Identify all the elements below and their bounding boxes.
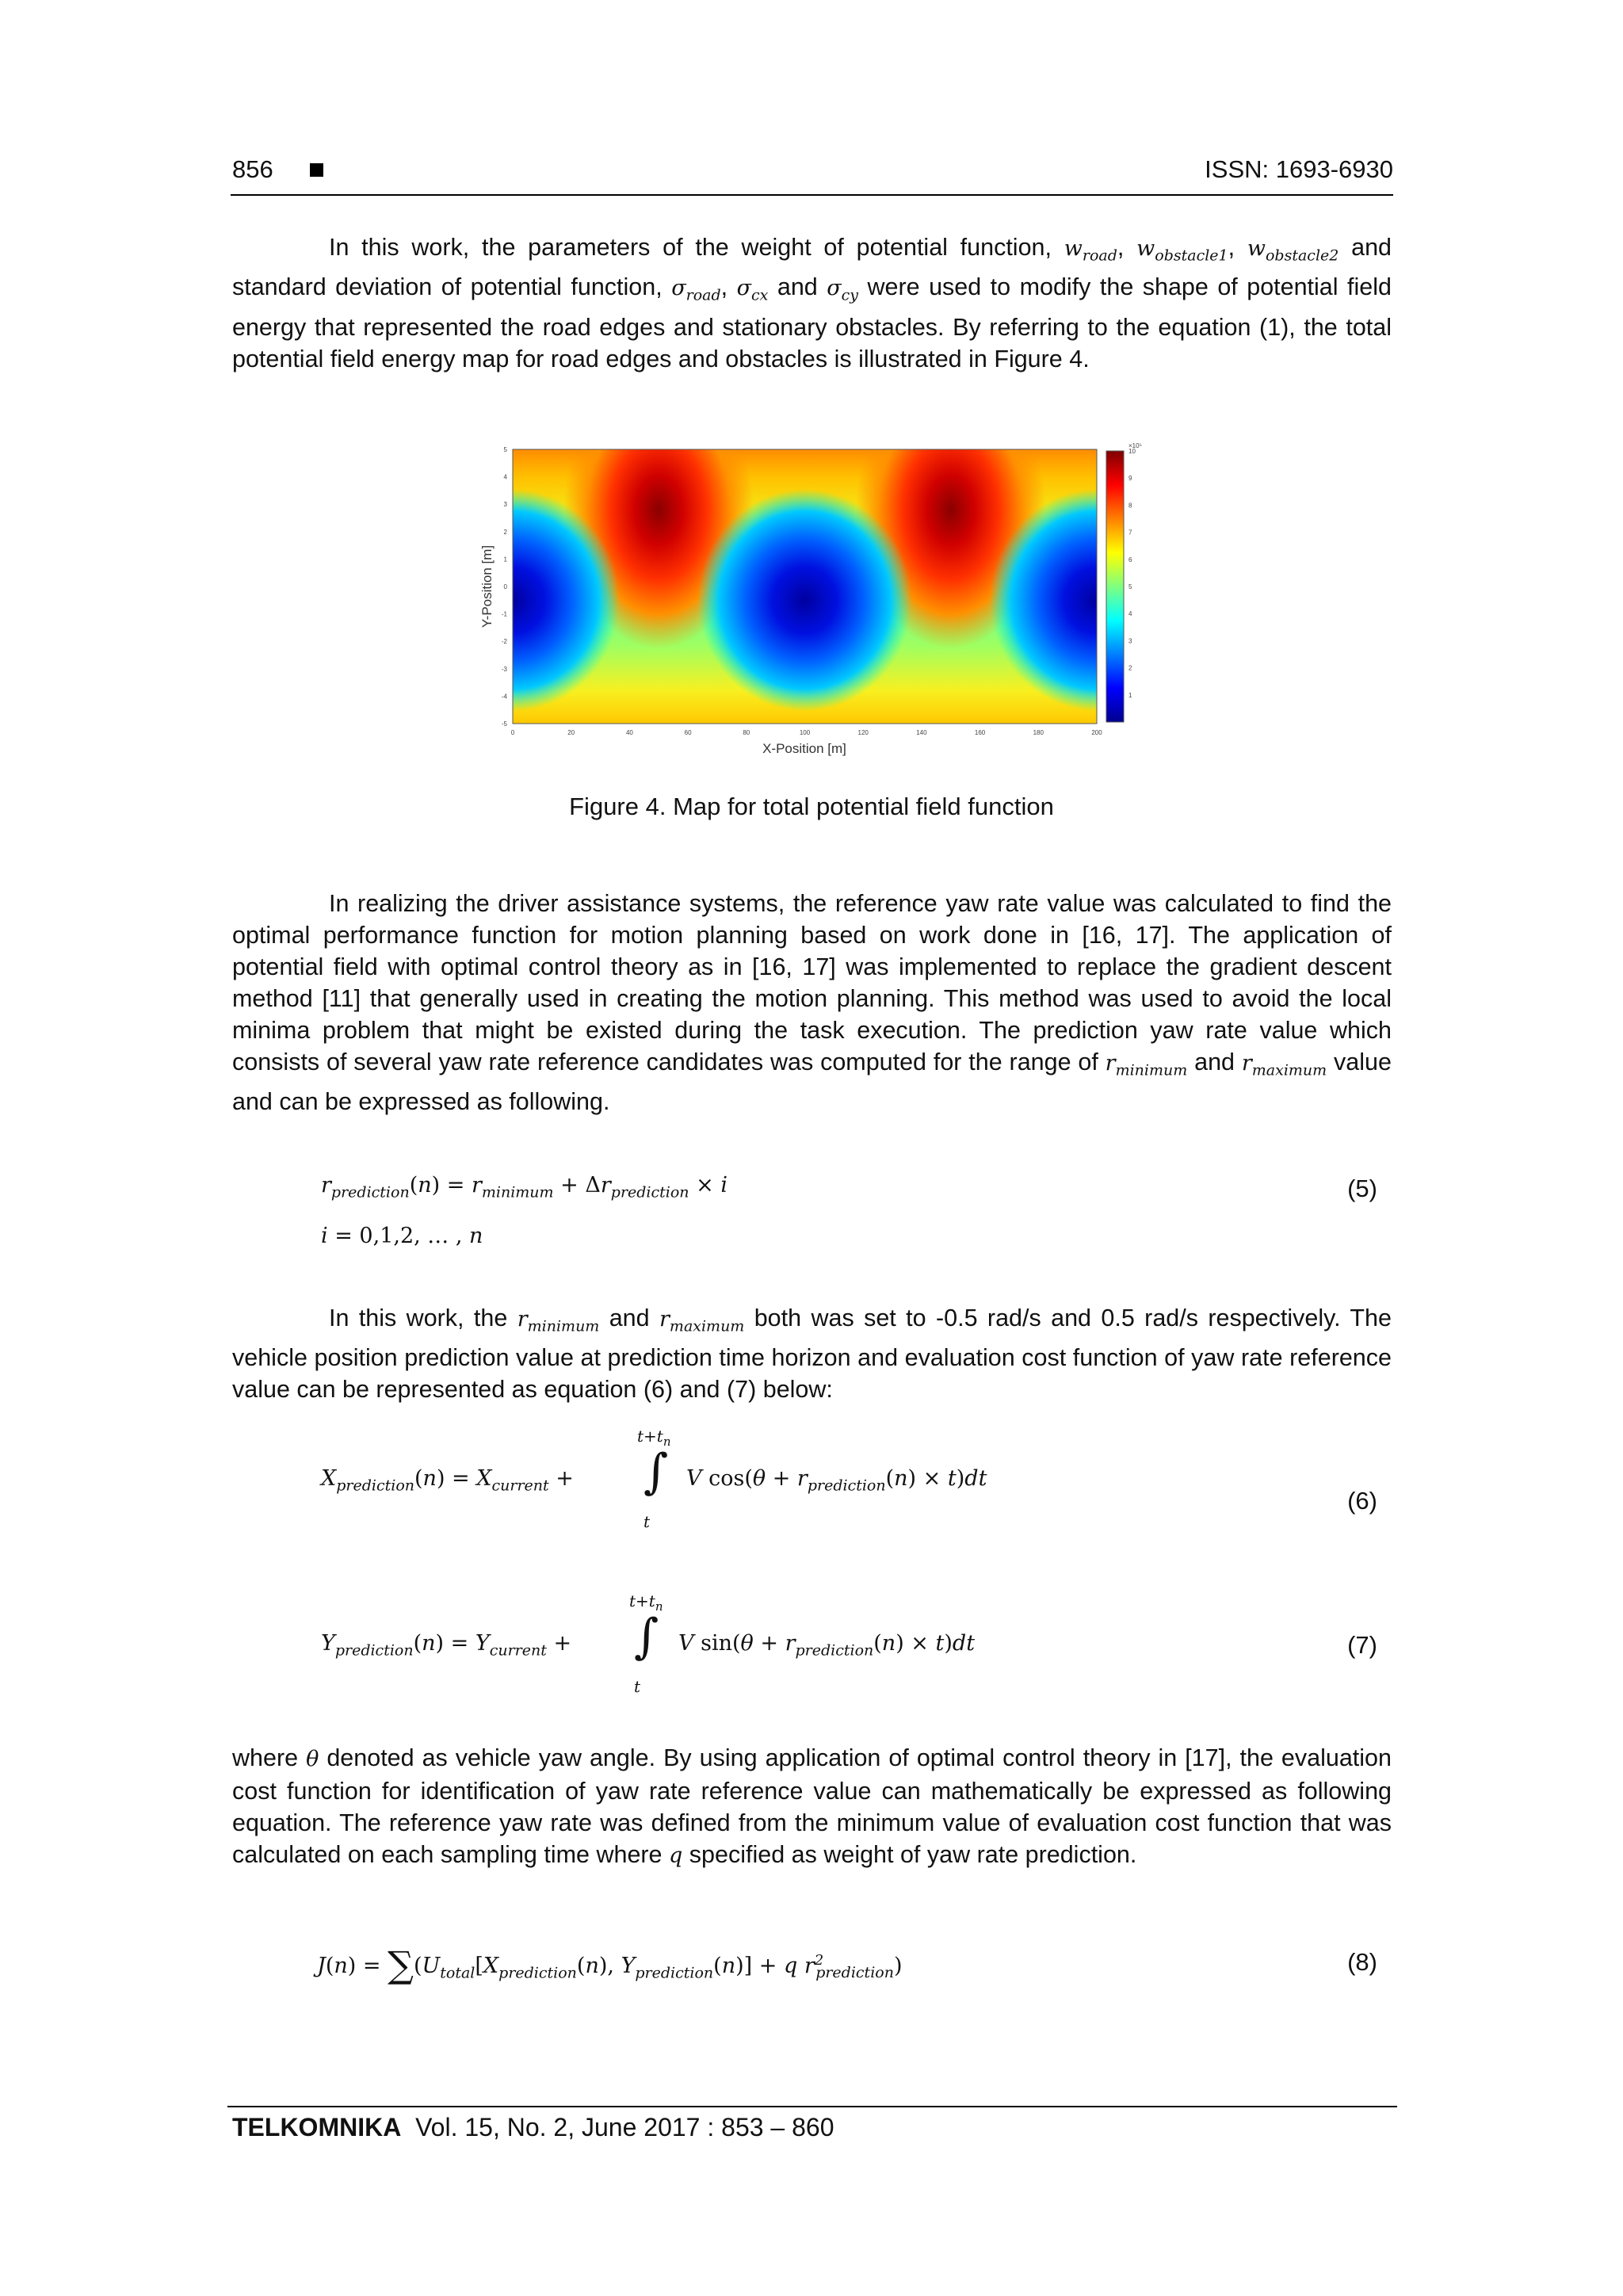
math-r-minimum-2: $r_{minimum}$ [517,1307,600,1335]
colorbar-ticks [1128,448,1136,699]
x-tick-label: 20 [567,729,575,736]
eq6-upper-limit: $t+t_n$ [637,1427,671,1449]
colorbar-tick-label: 9 [1128,475,1132,483]
equation-7-number: (7) [1347,1631,1377,1659]
x-tick-label: 160 [974,729,986,736]
eq7-rhs: V $\sin(\theta + r_{prediction}(n) \times t)dt$ [678,1631,976,1660]
y-tick-label: 2 [503,528,507,536]
para3-text-1: In this work, the [329,1305,508,1331]
equation-8: $J(n) = \sum(U_{total}[X_{prediction}(n)$, $Y_{prediction}(n)] + q$ $r^2_{prediction}$) [317,1943,903,1986]
colorbar [1106,451,1124,722]
header-rule [231,194,1393,196]
y-tick-label: 5 [503,446,507,453]
eq7-lower-limit: t [634,1677,641,1696]
heatmap-valley-3 [698,489,912,711]
colorbar-tick-label: 7 [1128,529,1132,537]
y-tick-label: -4 [501,693,507,701]
square-bullet-icon [310,163,323,177]
para4-text-3: specified as weight of yaw rate prediction. [689,1841,1137,1868]
x-tick-label: 140 [916,729,927,736]
para2-text-3: value and can be expressed as following. [232,1049,1392,1116]
colorbar-tick-label: 1 [1128,691,1132,699]
equation-5-number: (5) [1347,1175,1377,1202]
para4-text-2: denoted as vehicle yaw angle. By using application of optimal control theory in [17], the evaluation cost function for identification of yaw rate reference value can mathematically be expressed as following equation. The reference yaw rate was defined from the minimum value of evaluation cost function that was calculated on each sampling time where [232,1744,1392,1868]
eq6-lower-limit: t [643,1512,651,1531]
para2-text-1: In realizing the driver assistance systems, the reference yaw rate value was calculated to find the optimal performance function for motion planning based on work done in [16, 17]. The application of potential field with optimal control theory as in [16, 17] was implemented to replace the gradient descent method [11] that generally used in creating the motion planning. This method was used to avoid the local minima problem that might be existed during the task execution. The prediction yaw rate value which consists of several yaw rate reference candidates was computed for the range of [232,890,1392,1075]
equation-5-line-1: $r_{prediction}(n) = r_{minimum} + \Delta r_{prediction} \times i$ [321,1173,727,1201]
x-tick-label: 60 [684,729,692,736]
y-tick-label: 3 [503,501,507,509]
math-sigma-cx: $\sigma_{cx}$ [736,276,769,304]
math-sigma-cy: $\sigma_{cy}$ [827,276,859,304]
y-tick-label: 0 [503,583,507,590]
issn-label: ISSN: 1693-6930 [1205,155,1393,183]
colorbar-tick-label: 10 [1128,448,1136,455]
x-tick-label: 120 [857,729,869,736]
x-tick-label: 200 [1091,729,1102,736]
eq6-rhs: V $\cos(\theta + r_{prediction}(n) \times t)dt$ [686,1466,987,1495]
paragraph-1: In this work, the parameters of the weight of potential function, $w_{road}$, $w_{obstacle1}$, $w_{obstacle2}$ and standard deviation of potential function, $\sigma_{road}$, $\sigma_{cx}$ and $\sigma_{cy}$ were used to modify the shape of potential field energy that represented the road edges and stationary obstacles. By referring to the equation (1), the total potential field energy map for road edges and obstacles is illustrated in Figure 4. [232,234,1392,372]
eq7-integral-icon: ∫ [634,1609,659,1664]
y-tick-label: 1 [503,556,507,563]
equation-5-line-2: i = 0,1,2, … , n [321,1224,483,1248]
math-r-minimum: $r_{minimum}$ [1105,1051,1188,1079]
figure-caption: Figure 4. Map for total potential field function [569,793,1054,820]
para1-text-1: In this work, the parameters of the weight of potential function, [329,234,1052,261]
colorbar-tick-label: 2 [1128,664,1132,672]
colorbar-tick-label: 6 [1128,556,1132,563]
x-tick-label: 100 [799,729,811,736]
colorbar-tick-label: 8 [1128,502,1132,510]
colorbar-exponent: ×10⁵ [1128,442,1142,449]
heatmap-chart [475,440,1157,765]
paragraph-2 [232,888,1392,1117]
page-header [232,155,1393,189]
x-tick-label: 0 [510,729,515,736]
math-theta: θ [306,1747,319,1771]
y-tick-label: -5 [501,720,507,728]
y-tick-label: -3 [501,665,507,673]
y-tick-label: -1 [501,610,507,618]
para3-text-3: both was set to -0.5 rad/s and 0.5 rad/s respectively. The vehicle position prediction value at prediction time horizon and evaluation cost function of yaw rate reference value can be represented as equation (6) and (7) below: [232,1305,1392,1404]
y-tick-label: -2 [501,638,507,646]
y-tick-label: 4 [503,473,507,481]
colorbar-tick-label: 3 [1128,637,1132,645]
heatmap-field [475,440,1157,724]
y-axis-label: Y-Position [m] [479,544,495,628]
footer-rule [227,2106,1397,2107]
x-axis-label: X-Position [m] [762,741,846,756]
math-w-road: $w_{road}$ [1064,236,1117,265]
journal-name: TELKOMNIKA [232,2113,402,2141]
page-number: 856 [232,155,273,183]
paragraph-3 [232,1302,1392,1405]
x-axis-ticks [511,729,1102,736]
volume-info: Vol. 15, No. 2, June 2017 : 853 – 860 [415,2113,834,2141]
figure-4 [475,440,1157,765]
para4-text-1: where [232,1744,299,1771]
para3-text-2: and [609,1305,650,1331]
eq6-lhs: $X_{prediction}(n) = X_{current}$ + [321,1466,574,1495]
y-axis-ticks [502,446,508,728]
colorbar-tick-label: 5 [1128,583,1132,590]
eq7-upper-limit: $t+t_n$ [629,1591,663,1614]
math-sigma-road: $\sigma_{road}$ [671,276,721,304]
para1-text-4: were used to modify the shape of potential field energy that represented the road edges and stationary obstacles. By referring to the equation (1), the total potential field energy map for road edges and obstacles is illustrated in Figure 4. [232,273,1392,372]
math-w-obstacle2: $w_{obstacle2}$ [1247,236,1339,265]
x-tick-label: 80 [743,729,750,736]
paragraph-4 [232,1742,1392,1872]
x-tick-label: 40 [625,729,633,736]
math-r-maximum-2: $r_{maximum}$ [659,1307,745,1335]
math-q: q [669,1843,683,1868]
para1-text-3: and [777,273,818,301]
para1-text-2: and standard deviation of potential function, [232,234,1392,301]
x-tick-label: 180 [1033,729,1044,736]
page-footer [232,2113,834,2142]
equation-6-number: (6) [1347,1487,1377,1515]
eq6-integral-icon: ∫ [643,1444,669,1499]
math-w-obstacle1: $w_{obstacle1}$ [1136,236,1228,265]
eq7-lhs: $Y_{prediction}(n) = Y_{current}$ + [321,1631,572,1660]
para2-text-2: and [1194,1049,1235,1075]
math-r-maximum: $r_{maximum}$ [1241,1051,1327,1079]
equation-8-number: (8) [1347,1948,1377,1976]
colorbar-tick-label: 4 [1128,610,1132,618]
